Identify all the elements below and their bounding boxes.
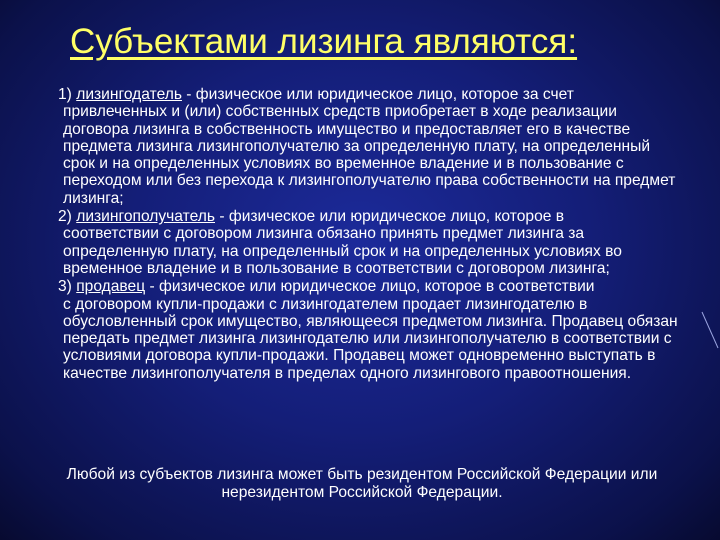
item-definition-start: - физическое или юридическое лицо, которое за счет — [181, 86, 574, 103]
slide-footer-note: Любой из субъектов лизинга может быть резидентом Российской Федерации или нерезидентом Российской Федерации. — [66, 466, 658, 501]
item-definition: привлеченных и (или) собственных средств приобретает в ходе реализации договора лизинга в собственность имущество и предоставляет его в качестве предмета лизинга лизингополучателю за определенную плату, на определенный срок и на определенных условиях во временное владение и в пользование с переходом или без перехода к лизингополучателю права собственности на предмет лизинга; — [63, 103, 676, 207]
list-item-lessor — [44, 86, 684, 207]
list-item-seller — [44, 278, 684, 382]
item-definition: с договором купли-продажи с лизингодателем продает лизингодателю в обусловленный срок имущество, являющееся предметом лизинга. Продавец обязан передать предмет лизинга лизингодателю или лизингополучателю в соответствии с условиями договора купли-продажи. Продавец может одновременно выступать в качестве лизингополучателя в пределах одного лизингового правоотношения. — [63, 295, 678, 382]
item-number: 2) — [58, 208, 72, 226]
slide-title: Субъектами лизинга являются: — [70, 22, 578, 61]
item-number: 3) — [58, 278, 72, 296]
list-item-lessee — [44, 208, 684, 277]
term-lessor: лизингодатель — [76, 86, 182, 103]
item-definition-start: - физическое или юридическое лицо, которое в — [215, 208, 565, 226]
decorative-line — [700, 310, 720, 350]
list-item-first-line — [44, 208, 684, 225]
list-item-first-line — [44, 278, 684, 295]
item-definition-start: - физическое или юридическое лицо, которое в соответствии — [145, 278, 595, 296]
item-definition: соответствии с договором лизинга обязано принять предмет лизинга за определенную плату, на определенный срок и на определенных условиях во временное владение и в пользование в соответствии с договором лизинга; — [63, 225, 622, 277]
slide-body — [44, 86, 684, 383]
list-item-first-line — [44, 86, 684, 103]
term-seller: продавец — [76, 278, 146, 296]
term-lessee: лизингополучатель — [76, 208, 215, 226]
item-number: 1) — [58, 86, 72, 103]
